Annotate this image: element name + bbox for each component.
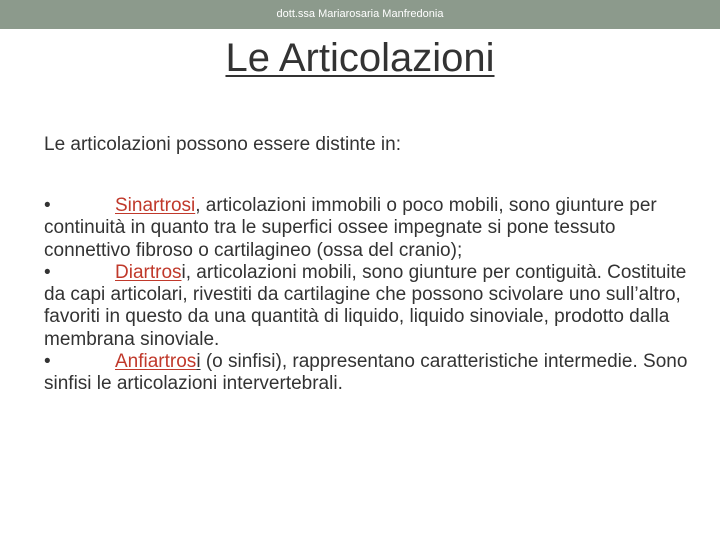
term-suffix: i (181, 261, 186, 283)
bullet: • (44, 195, 51, 216)
list-item (44, 351, 694, 396)
intro-text: Le articolazioni possono essere distinte in: (44, 134, 401, 155)
item-text: , articolazioni immobili o poco mobili, sono giunture per continuità in quanto tra le superfici ossee impegnate si pone tessuto connettivo fibroso o cartilagineo (ossa del cranio); (44, 195, 657, 261)
term-diartrosi: Diartros (115, 261, 182, 283)
term-anfiartrosi: Anfiartros (115, 351, 197, 373)
list-item (44, 195, 694, 262)
slide-title (0, 36, 720, 81)
header-bar (0, 0, 720, 29)
slide-title-text: Le Articolazioni (225, 36, 495, 80)
bullet: • (44, 351, 51, 373)
item-text: , articolazioni mobili, sono giunture per contiguità. Costituite da capi articolari, rivestiti da cartilagine che possono scivolare uno sull’altro, favoriti in questo da una quantità di liquido, liquido sinoviale, prodotto dalla membrana sinoviale. (44, 261, 687, 350)
slide-body (44, 195, 694, 396)
author-label: dott.ssa Mariarosaria Manfredonia (276, 8, 444, 20)
bullet: • (44, 261, 51, 283)
item-text: (o sinfisi), rappresentano caratteristiche intermedie. Sono sinfisi le articolazioni intervertebrali. (44, 351, 688, 395)
list-item (44, 262, 694, 351)
term-suffix: i (196, 351, 201, 373)
term-sinartrosi: Sinartrosi (115, 195, 196, 216)
